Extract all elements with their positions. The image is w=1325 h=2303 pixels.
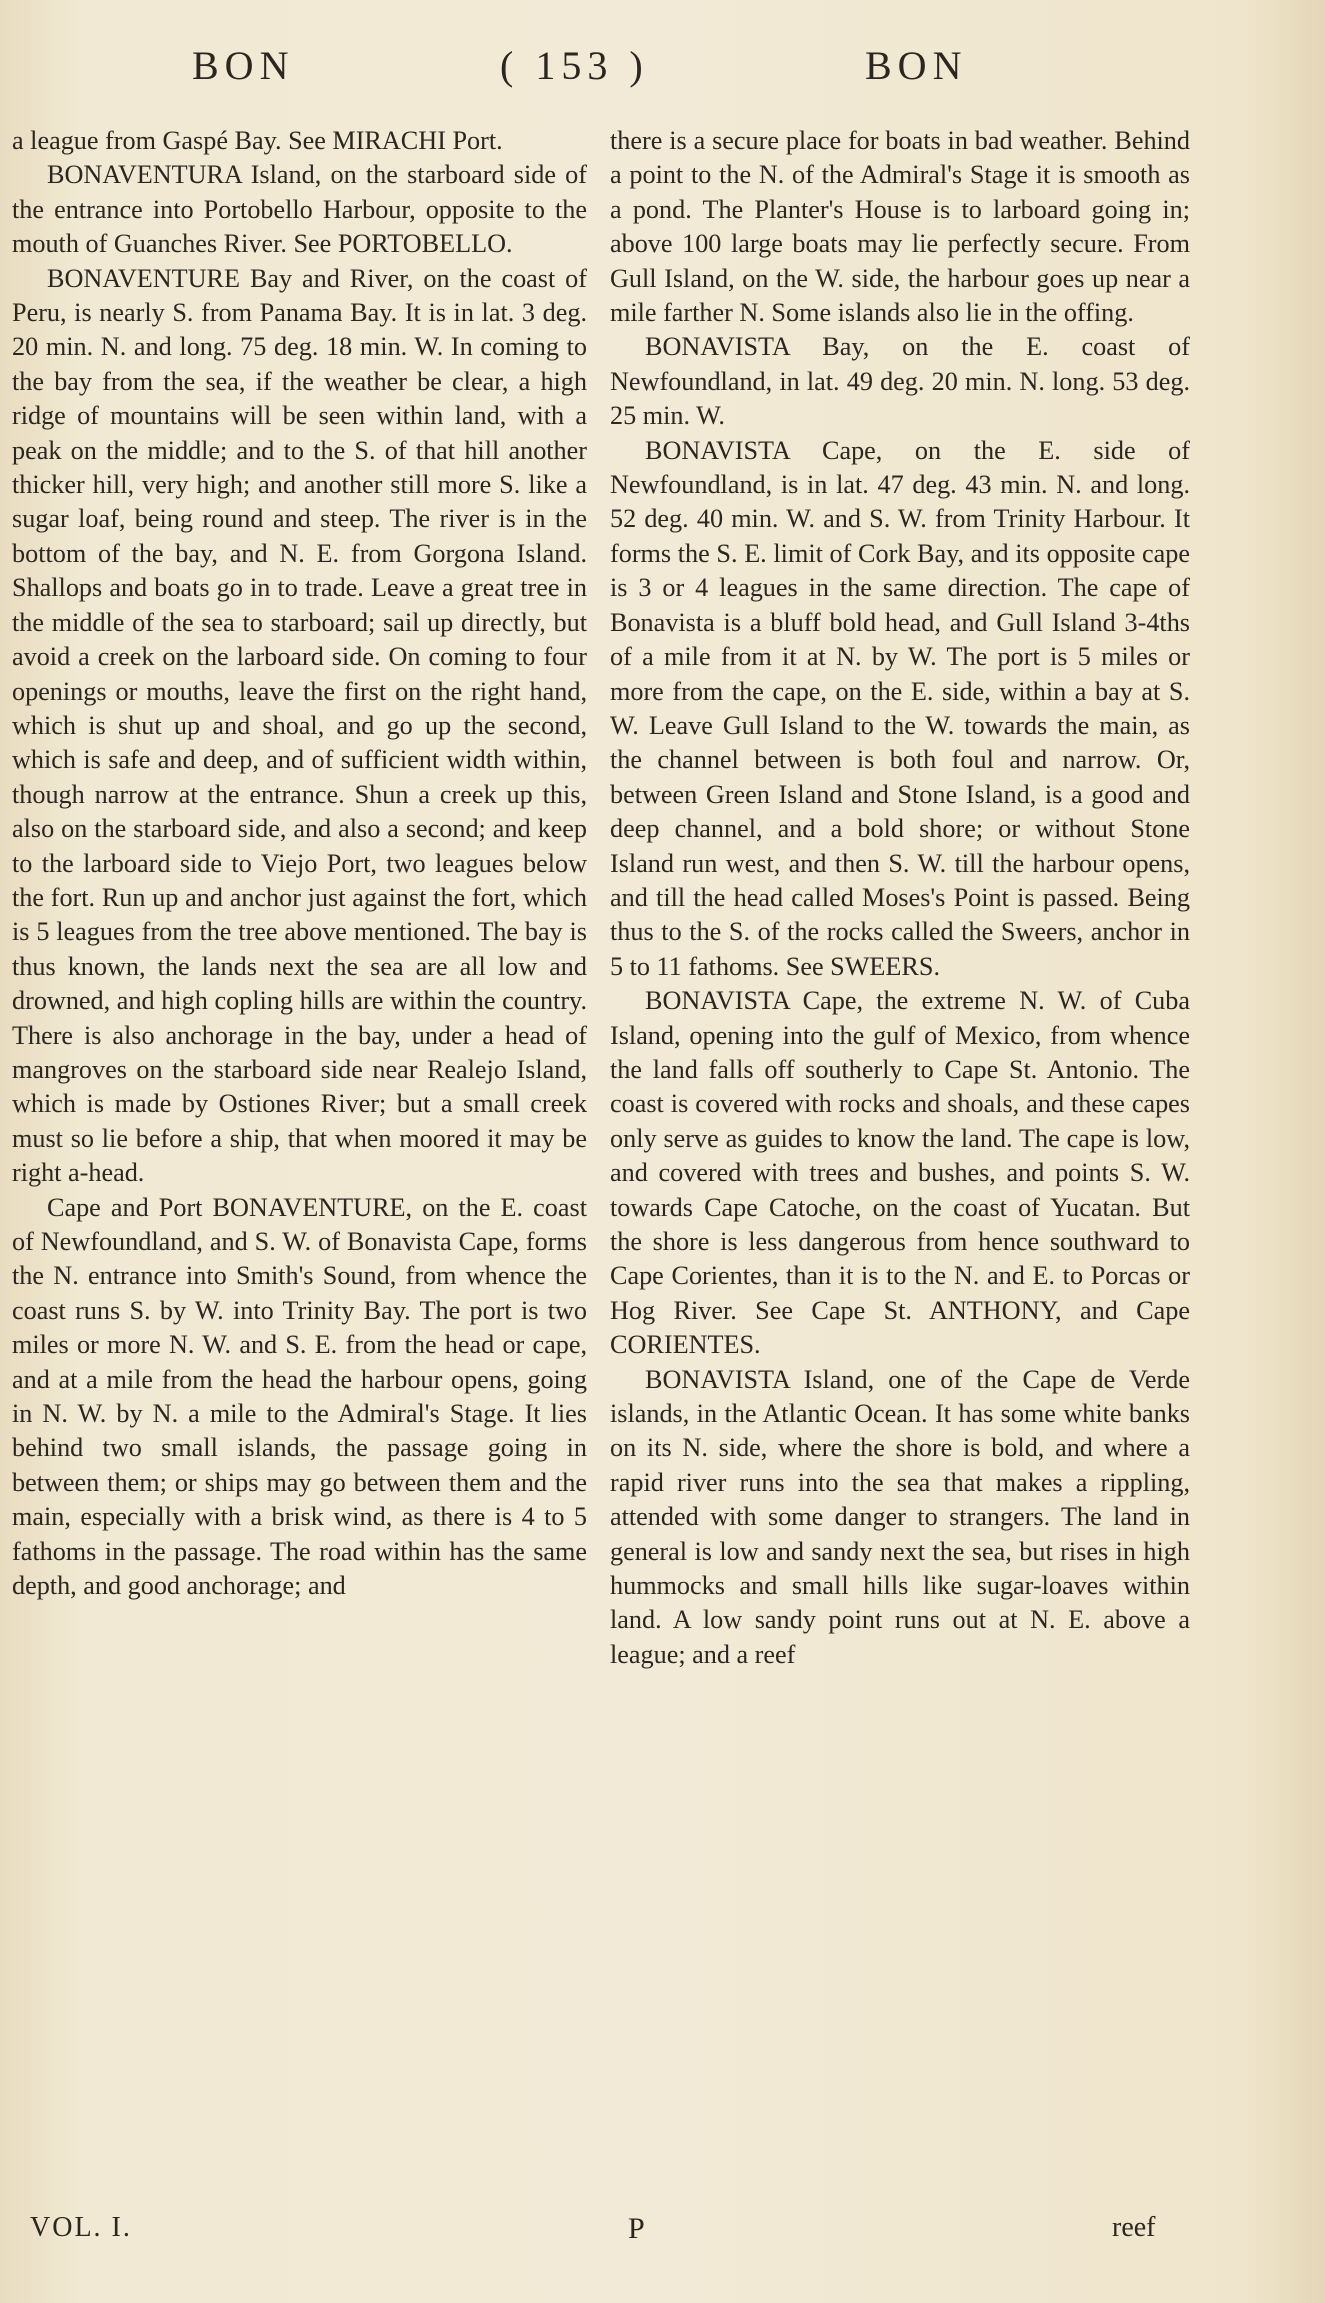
- left-column: [12, 124, 587, 1603]
- entry-paragraph: there is a secure place for boats in bad weather. Behind a point to the N. of the Admiral's Stage it is smooth as a pond. The Planter's House is to larboard going in; above 100 large boats may lie perfectly secure. From Gull Island, on the W. side, the harbour goes up near a mile farther N. Some islands also lie in the offing.: [610, 126, 1190, 328]
- volume-label: VOL. I.: [30, 2212, 132, 2243]
- catchword: reef: [1112, 2212, 1156, 2243]
- entry-paragraph: a league from Gaspé Bay. See MIRACHI Port.: [12, 126, 503, 155]
- entry-paragraph: BONAVENTURA Island, on the starboard side of the entrance into Portobello Harbour, opposite to the mouth of Guanches River. See PORTOBELLO.: [12, 160, 587, 259]
- entry-paragraph: BONAVISTA Island, one of the Cape de Verde islands, in the Atlantic Ocean. It has some white banks on its N. side, where the shore is bold, and where a rapid river runs into the sea that makes a rippling, attended with some danger to strangers. The land in general is low and sandy next the sea, but rises in high hummocks and small hills like sugar-loaves within land. A low sandy point runs out at N. E. above a league; and a reef: [610, 1364, 1190, 1669]
- entry-paragraph: BONAVISTA Cape, the extreme N. W. of Cuba Island, opening into the gulf of Mexico, from whence the land falls off southerly to Cape St. Antonio. The coast is covered with rocks and shoals, and these capes only serve as guides to know the land. The cape is low, and covered with trees and bushes, and points S. W. towards Cape Catoche, on the coast of Yucatan. But the shore is less dangerous from hence southward to Cape Corientes, than it is to the N. and E. to Porcas or Hog River. See Cape St. ANTHONY, and Cape CORIENTES.: [610, 986, 1190, 1360]
- entry-paragraph: BONAVISTA Cape, on the E. side of Newfoundland, is in lat. 47 deg. 43 min. N. and long. 52 deg. 40 min. W. and S. W. from Trinity Harbour. It forms the S. E. limit of Cork Bay, and its opposite cape is 3 or 4 leagues in the same direction. The cape of Bonavista is a bluff bold head, and Gull Island 3-4ths of a mile from it at N. by W. The port is 5 miles or more from the cape, on the E. side, within a bay at S. W. Leave Gull Island to the W. towards the main, as the channel between is both foul and narrow. Or, between Green Island and Stone Island, is a good and deep channel, and a bold shore; or without Stone Island run west, and then S. W. till the harbour opens, and till the head called Moses's Point is passed. Being thus to the S. of the rocks called the Sweers, anchor in 5 to 11 fathoms. See SWEERS.: [610, 435, 1190, 981]
- entry-paragraph: BONAVENTURE Bay and River, on the coast of Peru, is nearly S. from Panama Bay. It is in lat. 3 deg. 20 min. N. and long. 75 deg. 18 min. W. In coming to the bay from the sea, if the weather be clear, a high ridge of mountains will be seen within land, with a peak on the middle; and to the S. of that hill another thicker hill, very high; and another still more S. like a sugar loaf, being round and steep. The river is in the bottom of the bay, and N. E. from Gorgona Island. Shallops and boats go in to trade. Leave a great tree in the middle of the sea to starboard; sail up directly, but avoid a creek on the larboard side. On coming to four openings or mouths, leave the first on the right hand, which is shut up and shoal, and go up the second, which is safe and deep, and of sufficient width within, though narrow at the entrance. Shun a creek up this, also on the starboard side, and also a second; and keep to the larboard side to Viejo Port, two leagues below the fort. Run up and anchor just against the fort, which is 5 leagues from the tree above mentioned. The bay is thus known, the lands next the sea are all low and drowned, and high copling hills are within the country. There is also anchorage in the bay, under a head of mangroves on the starboard side near Realejo Island, which is made by Ostiones River; but a small creek must so lie before a ship, that when moored it may be right a-head.: [12, 263, 587, 1188]
- right-column: [610, 124, 1190, 1672]
- header-right-word: BON: [865, 43, 968, 88]
- signature-mark: P: [628, 2212, 645, 2245]
- entry-paragraph: BONAVISTA Bay, on the E. coast of Newfoundland, in lat. 49 deg. 20 min. N. long. 53 deg. 25 min. W.: [610, 332, 1190, 431]
- page-number: ( 153 ): [500, 43, 649, 88]
- running-header: [0, 42, 1325, 102]
- entry-paragraph: Cape and Port BONAVENTURE, on the E. coast of Newfoundland, and S. W. of Bonavista Cape, forms the N. entrance into Smith's Sound, from whence the coast runs S. by W. into Trinity Bay. The port is two miles or more N. W. and S. E. from the head or cape, and at a mile from the head the harbour opens, going in N. W. by N. a mile to the Admiral's Stage. It lies behind two small islands, the passage going in between them; or ships may go between them and the main, especially with a brisk wind, as there is 4 to 5 fathoms in the passage. The road within has the same depth, and good anchorage; and: [12, 1192, 587, 1601]
- page-footer: [0, 2212, 1325, 2252]
- header-left-word: BON: [192, 43, 295, 88]
